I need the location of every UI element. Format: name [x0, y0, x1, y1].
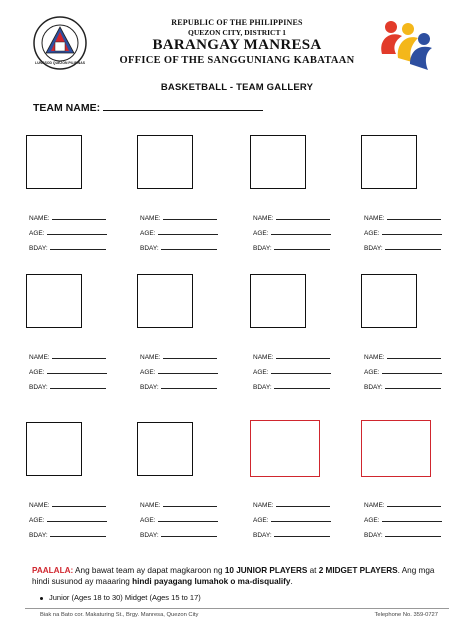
player-photo-box[interactable]	[137, 135, 193, 189]
player-bday-label: BDAY:	[253, 245, 272, 252]
letterhead	[0, 18, 474, 67]
player-photo-box[interactable]	[137, 274, 193, 328]
player-age-field	[253, 367, 331, 376]
player-bday-blank[interactable]	[385, 382, 441, 389]
player-name-label: NAME:	[364, 215, 385, 222]
footer-address: Biak na Bato cor. Makaturing St., Brgy. Manresa, Quezon City	[40, 612, 199, 618]
player-age-field	[253, 515, 331, 524]
player-age-field	[140, 228, 218, 237]
player-photo-box[interactable]	[250, 420, 320, 477]
player-bday-field	[140, 382, 217, 391]
bullet-icon	[40, 597, 43, 600]
player-photo-box[interactable]	[361, 420, 431, 477]
player-age-blank[interactable]	[158, 228, 218, 235]
player-age-blank[interactable]	[47, 367, 107, 374]
player-bday-label: BDAY:	[364, 384, 383, 391]
player-bday-field	[253, 382, 330, 391]
player-name-blank[interactable]	[163, 500, 217, 507]
player-bday-label: BDAY:	[253, 532, 272, 539]
player-age-label: AGE:	[140, 230, 156, 237]
player-bday-label: BDAY:	[140, 245, 159, 252]
reminder-disqualify: hindi payagang lumahok o ma-disqualify	[132, 577, 291, 586]
reminder-junior: 10 JUNIOR PLAYERS	[224, 566, 308, 575]
player-name-blank[interactable]	[163, 213, 217, 220]
player-bday-field	[140, 530, 217, 539]
player-name-blank[interactable]	[52, 352, 106, 359]
player-bday-label: BDAY:	[364, 532, 383, 539]
player-name-label: NAME:	[29, 215, 50, 222]
player-name-blank[interactable]	[276, 213, 330, 220]
player-photo-box[interactable]	[26, 274, 82, 328]
player-name-blank[interactable]	[163, 352, 217, 359]
player-name-field	[253, 352, 330, 361]
age-category-text: Junior (Ages 18 to 30) Midget (Ages 15 to 17)	[49, 593, 201, 602]
player-name-field	[140, 500, 217, 509]
player-age-field	[253, 228, 331, 237]
player-age-label: AGE:	[140, 369, 156, 376]
player-age-field	[140, 367, 218, 376]
player-photo-box[interactable]	[137, 422, 193, 476]
player-bday-field	[29, 243, 106, 252]
player-age-field	[29, 228, 107, 237]
player-photo-box[interactable]	[361, 135, 417, 189]
player-age-blank[interactable]	[158, 515, 218, 522]
player-bday-blank[interactable]	[161, 243, 217, 250]
player-photo-box[interactable]	[26, 135, 82, 189]
player-age-blank[interactable]	[382, 515, 442, 522]
player-bday-field	[29, 382, 106, 391]
player-name-label: NAME:	[364, 354, 385, 361]
player-age-label: AGE:	[29, 517, 45, 524]
player-name-field	[29, 352, 106, 361]
player-age-field	[140, 515, 218, 524]
letterhead-republic: REPUBLIC OF THE PHILIPPINES	[171, 18, 303, 27]
player-bday-blank[interactable]	[274, 530, 330, 537]
player-age-blank[interactable]	[271, 515, 331, 522]
player-bday-field	[364, 530, 441, 539]
player-bday-label: BDAY:	[140, 532, 159, 539]
footer-divider	[25, 608, 449, 609]
player-name-blank[interactable]	[387, 213, 441, 220]
player-name-field	[140, 213, 217, 222]
player-bday-blank[interactable]	[50, 243, 106, 250]
player-age-field	[29, 515, 107, 524]
player-bday-blank[interactable]	[161, 382, 217, 389]
player-age-label: AGE:	[253, 517, 269, 524]
footer-phone: Telephone No. 359-0727	[374, 612, 438, 618]
player-age-label: AGE:	[364, 369, 380, 376]
reminder-midget: 2 MIDGET PLAYERS	[318, 566, 398, 575]
player-age-blank[interactable]	[158, 367, 218, 374]
seal-ring-text: LUNGSOD QUEZON PILIPINAS	[35, 61, 85, 65]
player-name-blank[interactable]	[387, 352, 441, 359]
player-photo-box[interactable]	[26, 422, 82, 476]
player-name-label: NAME:	[140, 502, 161, 509]
player-age-blank[interactable]	[271, 367, 331, 374]
team-name-field	[33, 100, 263, 114]
letterhead-office: OFFICE OF THE SANGGUNIANG KABATAAN	[119, 55, 355, 66]
player-age-field	[364, 515, 442, 524]
player-name-label: NAME:	[140, 354, 161, 361]
player-bday-field	[253, 243, 330, 252]
player-age-label: AGE:	[29, 230, 45, 237]
player-age-blank[interactable]	[271, 228, 331, 235]
player-name-label: NAME:	[140, 215, 161, 222]
player-name-blank[interactable]	[276, 352, 330, 359]
player-name-field	[253, 500, 330, 509]
player-bday-blank[interactable]	[274, 382, 330, 389]
team-name-label: TEAM NAME:	[33, 102, 101, 114]
player-age-label: AGE:	[253, 230, 269, 237]
player-age-label: AGE:	[253, 369, 269, 376]
player-name-blank[interactable]	[276, 500, 330, 507]
player-name-label: NAME:	[253, 502, 274, 509]
player-bday-blank[interactable]	[385, 530, 441, 537]
player-age-field	[364, 367, 442, 376]
player-name-blank[interactable]	[52, 213, 106, 220]
player-name-label: NAME:	[364, 502, 385, 509]
player-age-blank[interactable]	[382, 228, 442, 235]
reminder-text-4: .	[290, 577, 293, 586]
player-name-field	[364, 213, 441, 222]
player-name-label: NAME:	[253, 354, 274, 361]
player-photo-box[interactable]	[250, 135, 306, 189]
player-age-blank[interactable]	[382, 367, 442, 374]
player-bday-field	[364, 382, 441, 391]
letterhead-barangay: BARANGAY MANRESA	[152, 37, 322, 53]
player-bday-blank[interactable]	[161, 530, 217, 537]
team-name-blank[interactable]	[103, 100, 263, 111]
player-photo-box[interactable]	[250, 274, 306, 328]
player-name-label: NAME:	[29, 502, 50, 509]
player-bday-field	[140, 243, 217, 252]
letterhead-city: QUEZON CITY, DISTRICT 1	[188, 28, 286, 37]
reminder-note	[32, 565, 444, 587]
player-name-field	[253, 213, 330, 222]
player-age-label: AGE:	[140, 517, 156, 524]
reminder-label: PAALALA:	[32, 566, 74, 575]
player-bday-label: BDAY:	[140, 384, 159, 391]
player-bday-label: BDAY:	[29, 532, 48, 539]
player-name-field	[364, 500, 441, 509]
player-bday-blank[interactable]	[50, 530, 106, 537]
reminder-text-1: Ang bawat team ay dapat magkaroon ng	[73, 566, 225, 575]
player-bday-blank[interactable]	[50, 382, 106, 389]
player-name-label: NAME:	[253, 215, 274, 222]
player-name-field	[364, 352, 441, 361]
player-bday-field	[29, 530, 106, 539]
player-bday-field	[364, 243, 441, 252]
player-age-field	[364, 228, 442, 237]
player-bday-blank[interactable]	[274, 243, 330, 250]
player-name-label: NAME:	[29, 354, 50, 361]
player-age-label: AGE:	[29, 369, 45, 376]
player-age-blank[interactable]	[47, 228, 107, 235]
player-bday-blank[interactable]	[385, 243, 441, 250]
player-name-blank[interactable]	[52, 500, 106, 507]
player-bday-label: BDAY:	[364, 245, 383, 252]
player-age-blank[interactable]	[47, 515, 107, 522]
player-bday-label: BDAY:	[253, 384, 272, 391]
player-name-blank[interactable]	[387, 500, 441, 507]
page-title: BASKETBALL - TEAM GALLERY	[160, 82, 314, 93]
player-age-label: AGE:	[364, 230, 380, 237]
player-name-field	[29, 213, 106, 222]
reminder-text-3: . Ang mga hindi susunod ay maaaring	[32, 566, 435, 586]
player-bday-label: BDAY:	[29, 245, 48, 252]
player-name-field	[29, 500, 106, 509]
player-bday-field	[253, 530, 330, 539]
player-name-field	[140, 352, 217, 361]
player-age-field	[29, 367, 107, 376]
player-bday-label: BDAY:	[29, 384, 48, 391]
age-category-item	[40, 593, 201, 602]
reminder-text-2: at	[307, 566, 319, 575]
player-age-label: AGE:	[364, 517, 380, 524]
player-photo-box[interactable]	[361, 274, 417, 328]
